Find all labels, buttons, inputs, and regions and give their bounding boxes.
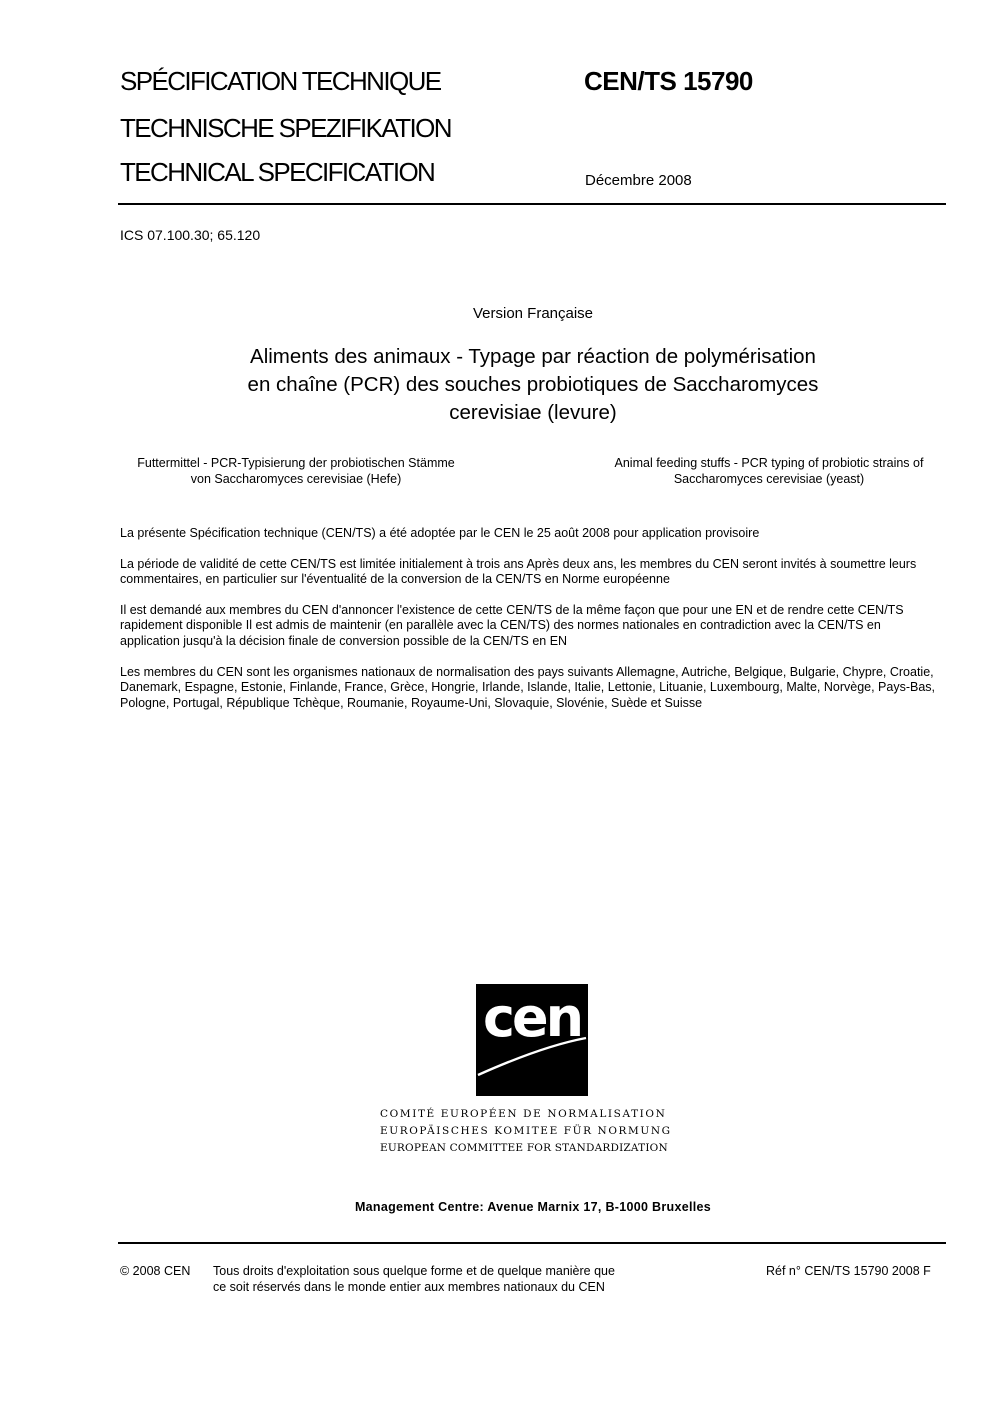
- svg-text:cen: cen: [482, 986, 582, 1049]
- ics-codes: ICS 07.100.30; 65.120: [120, 227, 261, 243]
- title-line: Aliments des animaux - Typage par réaction de polymérisation: [250, 345, 816, 368]
- org-name-en: EUROPEAN COMMITTEE FOR STANDARDIZATION: [380, 1142, 668, 1154]
- spec-title-en: TECHNICAL SPECIFICATION: [120, 157, 435, 187]
- copyright: © 2008 CEN: [120, 1264, 191, 1278]
- management-centre: Management Centre: Avenue Marnix 17, B-1000 Bruxelles: [354, 1200, 712, 1214]
- title-line: cerevisiae (levure): [449, 401, 617, 424]
- publication-date: Décembre 2008: [585, 172, 692, 189]
- rights-line: ce soit réservés dans le monde entier aux membres nationaux du CEN: [213, 1279, 605, 1294]
- org-name-de: EUROPÄISCHES KOMITEE FÜR NORMUNG: [380, 1125, 672, 1137]
- title-german: [108, 455, 484, 487]
- national-standards-paragraph: Il est demandé aux membres du CEN d'annoncer l'existence de cette CEN/TS de la même façon que pour une EN et de rendre cette CEN/TS rapidement disponible Il est admis de maintenir (en parallèle avec la CEN/TS) des normes nationales en contradiction avec la CEN/TS en application jusqu'à la décision finale de conversion possible de la CEN/TS en EN: [120, 603, 904, 648]
- title-german-line: Futtermittel - PCR-Typisierung der probiotischen Stämme: [137, 456, 455, 470]
- title-line: en chaîne (PCR) des souches probiotiques de Saccharomyces: [247, 373, 819, 396]
- title-english-line: Animal feeding stuffs - PCR typing of probiotic strains of: [614, 456, 924, 470]
- header-divider: [118, 203, 946, 205]
- cen-logo-icon: [476, 984, 588, 1096]
- title-english-line: Saccharomyces cerevisiae (yeast): [673, 472, 865, 486]
- version-label: Version Française: [472, 305, 594, 322]
- rights-line: Tous droits d'exploitation sous quelque forme et de quelque manière que: [213, 1264, 615, 1278]
- rights-notice: [213, 1264, 673, 1295]
- title-english: [586, 455, 952, 487]
- title-german-line: von Saccharomyces cerevisiae (Hefe): [190, 472, 402, 486]
- reference-number: Réf n° CEN/TS 15790 2008 F: [766, 1264, 931, 1278]
- document-id: CEN/TS 15790: [584, 66, 753, 96]
- validity-paragraph: La période de validité de cette CEN/TS est limitée initialement à trois ans Après deux ans, les membres du CEN seront invités à soumettre leurs commentaires, en particulier sur l'éventualité de la conversion de la CEN/TS en Norme européenne: [120, 557, 917, 587]
- spec-title-fr: SPÉCIFICATION TECHNIQUE: [120, 66, 441, 96]
- spec-title-de: TECHNISCHE SPEZIFIKATION: [120, 113, 451, 143]
- document-title: [170, 343, 896, 427]
- footer-divider: [118, 1242, 946, 1244]
- members-paragraph: Les membres du CEN sont les organismes nationaux de normalisation des pays suivants Allemagne, Autriche, Belgique, Bulgarie, Chypre, Croatie, Danemark, Espagne, Estonie, Finlande, France, Grèce, Hongrie, Irlande, Islande, Italie, Lettonie, Lituanie, Luxembourg, Malte, Norvège, Pays-Bas, Pologne, Portugal, République Tchèque, Roumanie, Royaume-Uni, Slovaquie, Slovénie, Suède et Suisse: [120, 665, 936, 710]
- org-name-fr: COMITÉ EUROPÉEN DE NORMALISATION: [380, 1108, 667, 1120]
- adoption-paragraph: La présente Spécification technique (CEN/TS) a été adoptée par le CEN le 25 août 2008 pour application provisoire: [120, 526, 760, 540]
